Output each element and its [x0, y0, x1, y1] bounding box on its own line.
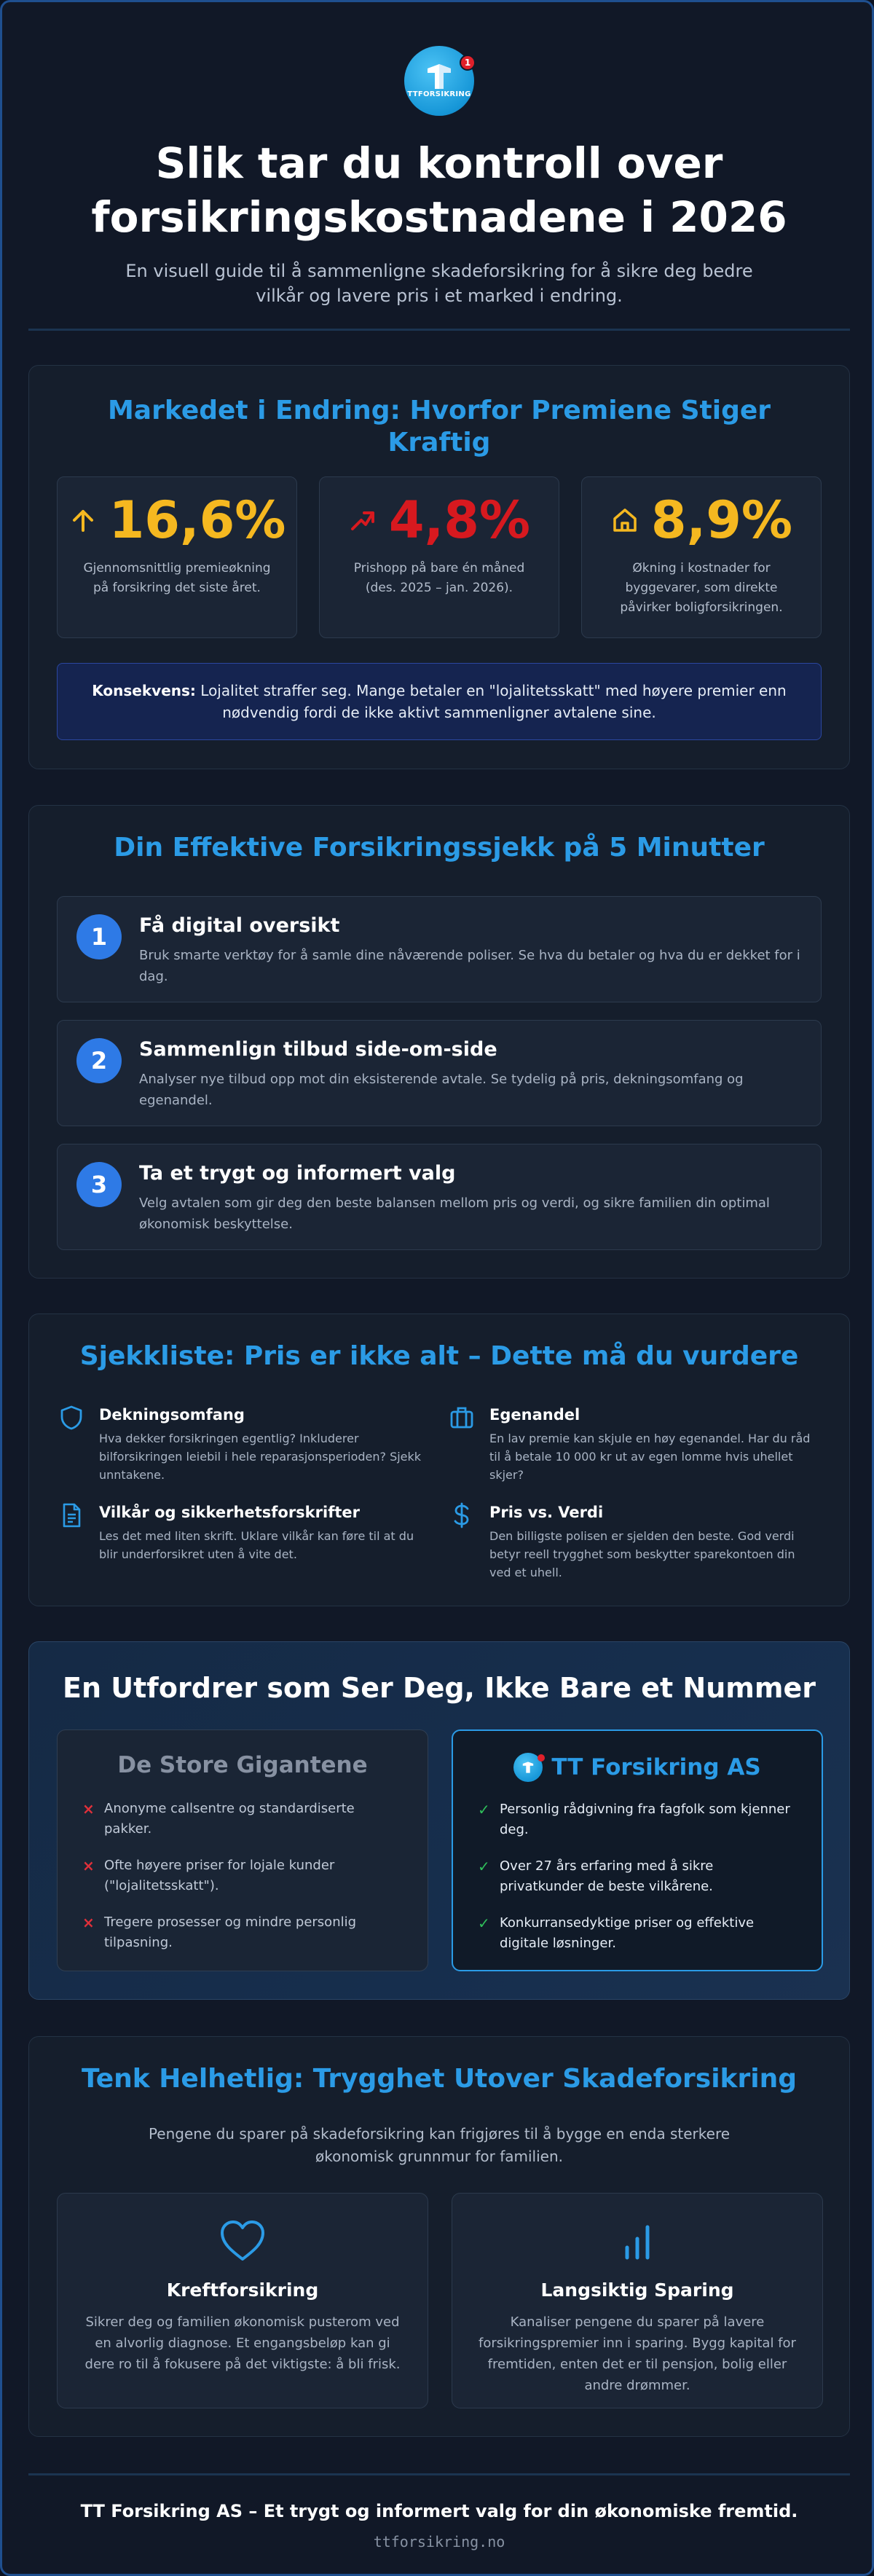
step-title: Ta et trygt og informert valg: [139, 1162, 456, 1185]
bar-chart-icon: [613, 2218, 662, 2263]
checklist-item-text: Den billigste polisen er sjelden den beste. God verdi betyr reell trygghet som beskytter sparekontoen din ved et uhell.: [489, 1529, 795, 1579]
page-subtitle: En visuell guide til å sammenligne skadeforsikring for å sikre deg bedre vilkår og lavere pris i et marked i endring.: [125, 261, 753, 306]
step-text: Velg avtalen som gir deg den beste balansen mellom pris og verdi, og sikre familien din optimal økonomisk beskyttelse.: [139, 1195, 770, 1232]
cross-icon: ×: [82, 1800, 95, 1818]
dollar-icon: [449, 1502, 475, 1528]
step-text: Analyser nye tilbud opp mot din eksisterende avtale. Se tydelig på pris, dekningsomfang og egenandel.: [139, 1072, 744, 1108]
card-title: Kreftforsikring: [166, 2279, 319, 2301]
market-section: [28, 365, 850, 769]
footer-tagline: TT Forsikring AS – Et trygt og informert valg for din økonomiske fremtid.: [80, 2501, 798, 2521]
check-title: Din Effektive Forsikringssjekk på 5 Minutter: [114, 833, 765, 863]
challenger-title: En Utfordrer som Ser Deg, Ikke Bare et Nummer: [63, 1672, 816, 1704]
logo-mark-icon: [425, 64, 454, 89]
stat-card-premium-increase: [57, 476, 297, 638]
footer-website-link[interactable]: ttforsikring.no: [373, 2533, 505, 2551]
step-number: 1: [76, 914, 122, 959]
checkmark-icon: ✓: [478, 1801, 490, 1818]
tt-forsikring-card: [452, 1729, 823, 1971]
briefcase-icon: [449, 1405, 475, 1431]
shield-icon: [58, 1405, 84, 1431]
header: [28, 46, 850, 308]
holistic-section: [28, 2036, 850, 2437]
stat-value: 4,8%: [388, 490, 531, 550]
giants-title: De Store Gigantene: [117, 1752, 368, 1778]
list-item: × Anonyme callsentre og standardiserte pakker.: [82, 1800, 355, 1837]
checklist-section: [28, 1313, 850, 1606]
step-number: 3: [76, 1162, 122, 1207]
stat-card-monthly-jump: [319, 476, 559, 638]
tt-list: [478, 1799, 800, 1970]
giants-list: [82, 1799, 406, 1969]
page-title-line1: Slik tar du kontroll over: [155, 138, 723, 188]
page-title: [28, 136, 850, 244]
header-divider: [28, 329, 850, 331]
stat-value: 8,9%: [650, 490, 793, 550]
checklist-title: Sjekkliste: Pris er ikke alt – Dette må du vurdere: [79, 1341, 799, 1371]
long-term-savings-card: [452, 2193, 823, 2408]
arrow-up-icon: [68, 506, 98, 535]
checklist-item-text: Hva dekker forsikringen egentlig? Inkluderer bilforsikringen leiebil i hele reparasjonsperioden? Sjekk unntakene.: [99, 1432, 422, 1482]
tt-mini-logo-icon: [513, 1753, 543, 1782]
list-item: ✓ Konkurransedyktige priser og effektive digitale løsninger.: [478, 1915, 755, 1951]
checkmark-icon: ✓: [478, 1858, 490, 1875]
checklist-item-title: Vilkår og sikkerhetsforskrifter: [99, 1504, 360, 1521]
stat-value: 16,6%: [109, 490, 286, 550]
list-item: × Ofte høyere priser for lojale kunder ("lojalitetsskatt").: [82, 1857, 335, 1893]
stat-description: Prishopp på bare én måned (des. 2025 – jan. 2026).: [353, 561, 525, 595]
stat-description: Økning i kostnader for byggevarer, som direkte påvirker boligforsikringen.: [620, 561, 783, 615]
tt-title: TT Forsikring AS: [551, 1754, 761, 1780]
step-number: 2: [76, 1038, 122, 1083]
house-icon: [610, 506, 639, 535]
notification-badge: 1: [460, 55, 476, 71]
checklist-item-text: En lav premie kan skjule en høy egenandel. Har du råd til å betale 10 000 kr ut av egen lomme hvis uhellet skjer?: [489, 1432, 811, 1482]
list-item: ✓ Over 27 års erfaring med å sikre privatkunder de beste vilkårene.: [478, 1858, 714, 1894]
consequence-callout: [57, 663, 822, 740]
trend-arrow-icon: [348, 506, 377, 535]
step-title: Sammenlign tilbud side-om-side: [139, 1038, 497, 1061]
card-text: Sikrer deg og familien økonomisk pusterom ved en alvorlig diagnose. Et engangsbeløp kan gi dere ro til å fokusere på det viktigste: å bli frisk.: [84, 2314, 401, 2372]
checklist-item-title: Dekningsomfang: [99, 1406, 245, 1424]
card-text: Kanaliser pengene du sparer på lavere forsikringspremier inn i sparing. Bygg kapital for fremtiden, enten det er til pensjon, bolig eller andre drømmer.: [479, 2314, 796, 2393]
challenger-section: [28, 1641, 850, 2000]
page-title-line2: forsikringskostnadene i 2026: [91, 192, 787, 242]
cross-icon: ×: [82, 1857, 95, 1874]
document-icon: [58, 1502, 84, 1528]
card-title: Langsiktig Sparing: [540, 2279, 734, 2301]
brand-logo: [404, 46, 474, 116]
checklist-item-text: Les det med liten skrift. Uklare vilkår kan føre til at du blir underforsikret uten å vite det.: [99, 1529, 414, 1561]
logo-text: TTFORSIKRING: [407, 90, 471, 98]
list-item: ✓ Personlig rådgivning fra fagfolk som kjenner deg.: [478, 1801, 790, 1837]
consequence-label: Konsekvens:: [92, 682, 196, 699]
step-text: Bruk smarte verktøy for å samle dine nåværende poliser. Se hva du betaler og hva du er dekket for i dag.: [139, 948, 800, 984]
checklist-item-title: Pris vs. Verdi: [489, 1504, 604, 1521]
list-item: × Tregere prosesser og mindre personlig tilpasning.: [82, 1914, 357, 1950]
stat-description: Gjennomsnittlig premieøkning på forsikring det siste året.: [83, 561, 271, 595]
giants-card: [57, 1729, 428, 1971]
cancer-insurance-card: [57, 2193, 428, 2408]
insurance-check-section: [28, 805, 850, 1279]
footer-divider: [28, 2473, 850, 2475]
checkmark-icon: ✓: [478, 1915, 490, 1932]
checklist-item-title: Egenandel: [489, 1406, 580, 1424]
step-title: Få digital oversikt: [139, 914, 340, 937]
cross-icon: ×: [82, 1914, 95, 1931]
step-card: [57, 1144, 822, 1250]
step-card: [57, 896, 822, 1002]
heart-icon: [218, 2218, 267, 2263]
market-title: Markedet i Endring: Hvorfor Premiene Stiger Kraftig: [107, 396, 771, 458]
step-card: [57, 1020, 822, 1126]
holistic-intro: Pengene du sparer på skadeforsikring kan frigjøres til å bygge en enda sterkere økonomisk grunnmur for familien.: [148, 2125, 731, 2165]
stat-card-building-costs: [581, 476, 822, 638]
consequence-text: Lojalitet straffer seg. Mange betaler en "lojalitetsskatt" med høyere premier enn nødvendig fordi de ikke aktivt sammenligner avtalene sine.: [195, 682, 787, 721]
holistic-title: Tenk Helhetlig: Trygghet Utover Skadeforsikring: [81, 2064, 797, 2094]
